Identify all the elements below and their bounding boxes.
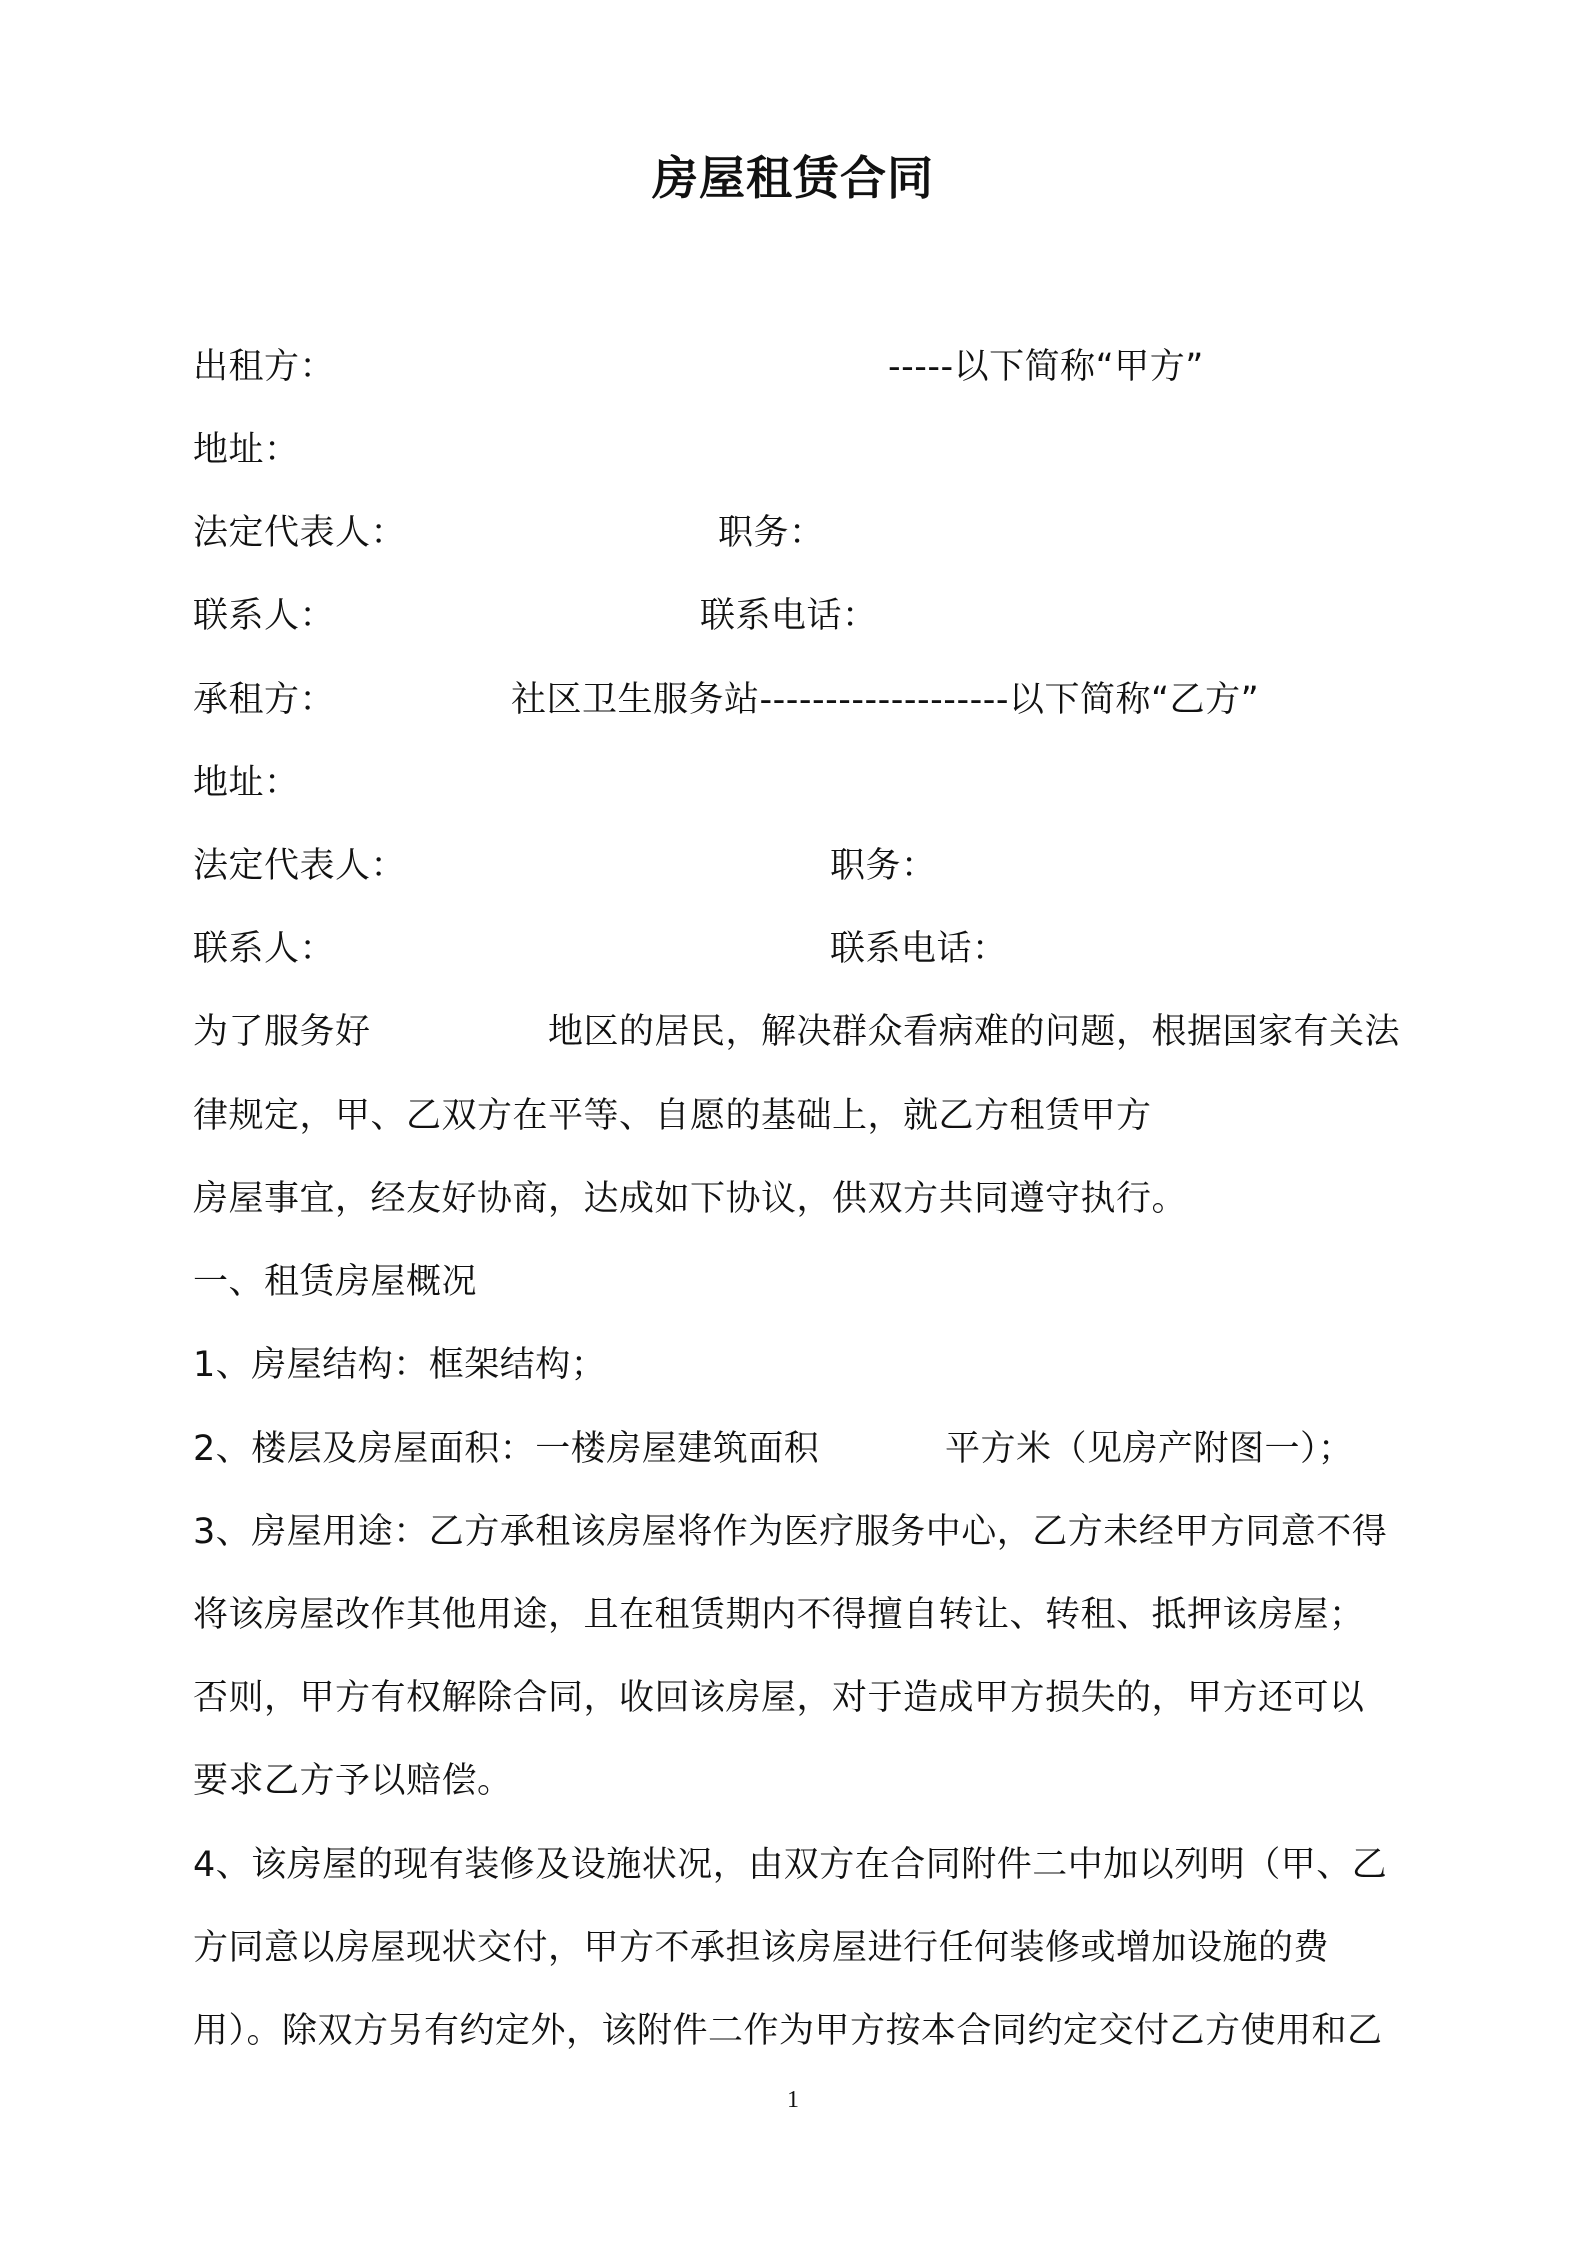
section1-item4-line: 4、该房屋的现有装修及设施状况，由双方在合同附件二中加以列明（甲、乙 xyxy=(193,1845,1388,1885)
section1-item2-a: 2、楼层及房屋面积：一楼房屋建筑面积 xyxy=(193,1429,820,1469)
lessee-legal-rep-label: 法定代表人： xyxy=(193,846,407,886)
lessee-contact-label: 联系人： xyxy=(193,929,336,969)
lessor-address-label: 地址： xyxy=(193,430,300,470)
lessor-contact-label: 联系人： xyxy=(193,596,336,636)
section1-item3-line: 否则，甲方有权解除合同，收回该房屋，对于造成甲方损失的，甲方还可以 xyxy=(193,1678,1365,1718)
section1-heading: 一、租赁房屋概况 xyxy=(193,1262,478,1302)
lessee-label: 承租方： xyxy=(193,680,336,720)
lessee-address-label: 地址： xyxy=(193,763,300,803)
preamble-line1-b: 地区的居民，解决群众看病难的问题，根据国家有关法 xyxy=(548,1012,1401,1052)
page-number: 1 xyxy=(787,2087,799,2113)
section1-item4-line: 用）。除双方另有约定外，该附件二作为甲方按本合同约定交付乙方使用和乙 xyxy=(193,2011,1383,2051)
section1-item3-line: 将该房屋改作其他用途，且在租赁期内不得擅自转让、转租、抵押该房屋； xyxy=(193,1595,1365,1635)
lessor-phone-label: 联系电话： xyxy=(700,596,878,636)
section1-item3-line: 3、房屋用途：乙方承租该房屋将作为医疗服务中心，乙方未经甲方同意不得 xyxy=(193,1512,1388,1552)
section1-item4-line: 方同意以房屋现状交付，甲方不承担该房屋进行任何装修或增加设施的费 xyxy=(193,1928,1330,1968)
lessor-position-label: 职务： xyxy=(718,513,825,553)
section1-item2-b: 平方米（见房产附图一）； xyxy=(945,1429,1354,1469)
section1-item1: 1、房屋结构：框架结构； xyxy=(193,1345,607,1385)
document-title: 房屋租赁合同 xyxy=(652,151,934,205)
preamble-line3: 房屋事宜，经友好协商，达成如下协议，供双方共同遵守执行。 xyxy=(193,1179,1188,1219)
section1-item3-line: 要求乙方予以赔偿。 xyxy=(193,1761,513,1801)
lessor-label: 出租方： xyxy=(193,347,336,387)
lessee-position-label: 职务： xyxy=(830,846,937,886)
lessor-note: -----以下简称“甲方” xyxy=(888,347,1204,387)
preamble-line1-a: 为了服务好 xyxy=(193,1012,371,1052)
lessor-legal-rep-label: 法定代表人： xyxy=(193,513,407,553)
lessee-phone-label: 联系电话： xyxy=(830,929,1008,969)
preamble-line2: 律规定，甲、乙双方在平等、自愿的基础上，就乙方租赁甲方 xyxy=(193,1096,1152,1136)
lessee-note: 社区卫生服务站-------------------以下简称“乙方” xyxy=(511,680,1260,720)
